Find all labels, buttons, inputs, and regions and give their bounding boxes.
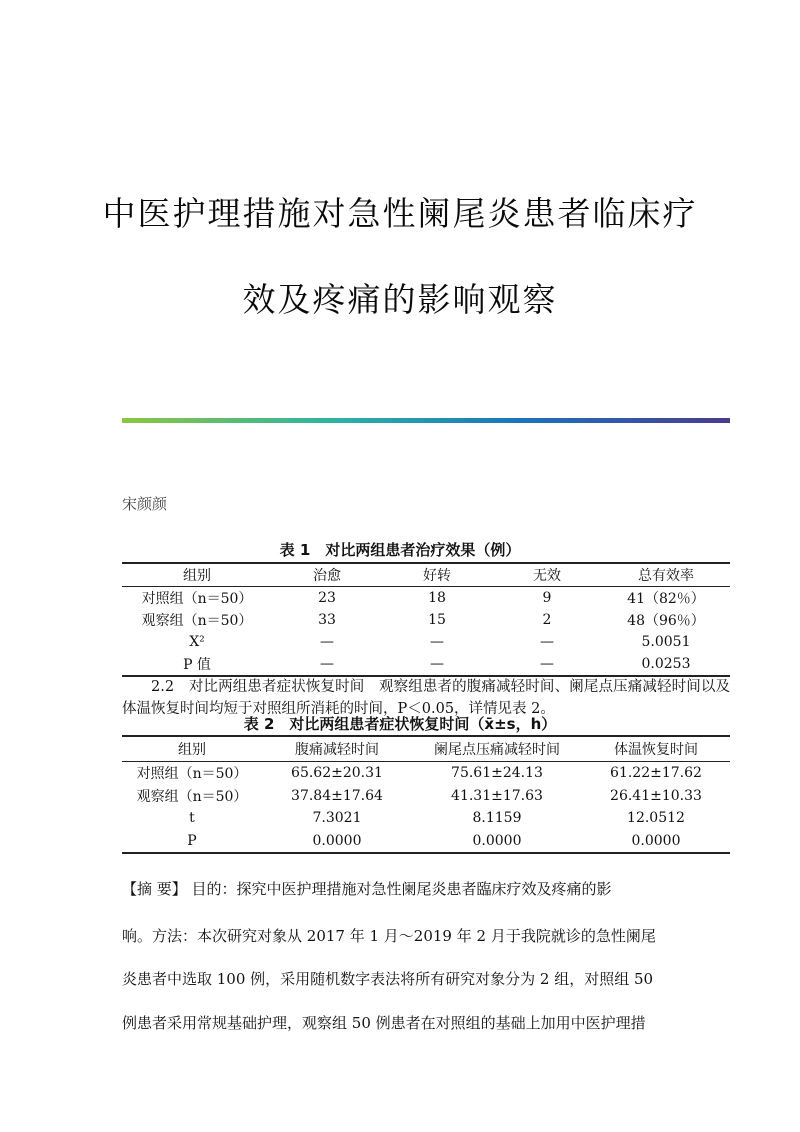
table-row [122, 830, 730, 854]
table1-header-cell: 好转 [423, 568, 451, 584]
table-cell: 75.61±24.13 [451, 765, 543, 782]
table-cell: — [540, 634, 554, 650]
table-cell: 12.0512 [627, 810, 685, 827]
table2-header-cell: 组别 [178, 742, 206, 758]
section-2-2-paragraph: 2.2 对比两组患者症状恢复时间 观察组患者的腹痛减轻时间、阑尾点压痛减轻时间以及体温恢复时间均短于对照组所消耗的时间，P＜0.05，详情见表 2。 [122, 679, 730, 717]
table-cell: 0.0000 [631, 832, 681, 849]
table-cell: — [320, 656, 334, 672]
table2-header-row [122, 736, 730, 762]
table-cell: 37.84±17.64 [291, 787, 383, 804]
table1-header-cell: 总有效率 [638, 568, 694, 584]
table-cell: 41（82％） [627, 591, 705, 607]
table-row [122, 631, 730, 653]
table2-header-cell: 体温恢复时间 [614, 742, 698, 758]
table-cell: 61.22±17.62 [610, 765, 702, 782]
table1-caption: 表 1 对比两组患者治疗效果（例） [279, 541, 521, 559]
table-cell: 48（96％） [627, 613, 705, 629]
table-row [122, 762, 730, 785]
table1-header-cell: 组别 [183, 568, 211, 584]
table-cell: — [540, 656, 554, 672]
table-cell: 33 [318, 612, 336, 628]
table2-caption: 表 2 对比两组患者症状恢复时间（x̄±s，h） [243, 715, 557, 733]
table-cell: 对照组（n＝50） [141, 591, 253, 607]
abstract-line: 例患者采用常规基础护理，观察组 50 例患者在对照组的基础上加用中医护理措 [122, 1014, 646, 1032]
document-title-line-2: 效及疼痛的影响观察 [242, 280, 558, 319]
table-cell: P 值 [183, 657, 211, 673]
abstract-line: 【摘 要】 目的：探究中医护理措施对急性阑尾炎患者臨床疗效及疼痛的影 [122, 880, 612, 898]
table2 [122, 735, 730, 854]
title-divider-bar [122, 418, 730, 423]
table-cell: X² [189, 634, 205, 650]
table2-header-cell: 阑尾点压痛减轻时间 [434, 742, 560, 758]
abstract-line: 炎患者中选取 100 例，采用随机数字表法将所有研究对象分为 2 组，对照组 50 [122, 970, 654, 988]
table-cell: 2 [542, 612, 552, 628]
table-row [122, 653, 730, 676]
table-row [122, 587, 730, 610]
table-row [122, 807, 730, 830]
table-cell: 0.0253 [641, 656, 691, 672]
table-cell: — [430, 656, 444, 672]
table-cell: — [320, 634, 334, 650]
table1-header-cell: 治愈 [313, 568, 341, 584]
table-cell: 0.0000 [312, 832, 362, 849]
abstract-line: 响。方法：本次研究对象从 2017 年 1 月～2019 年 2 月于我院就诊的急性阑尾 [122, 927, 656, 945]
table-cell: P [187, 832, 197, 849]
table-cell: 5.0051 [641, 634, 691, 650]
table-row [122, 785, 730, 808]
table-cell: 26.41±10.33 [610, 787, 702, 804]
table-cell: 对照组（n＝50） [136, 766, 248, 783]
table-row [122, 609, 730, 631]
table-cell: 7.3021 [312, 810, 362, 827]
table-cell: — [430, 634, 444, 650]
table-cell: 15 [428, 612, 446, 628]
author-name: 宋颜颜 [122, 495, 168, 513]
table-cell: 0.0000 [472, 832, 522, 849]
table-cell: 18 [428, 590, 446, 606]
table-cell: t [189, 810, 195, 827]
table1 [122, 562, 730, 677]
table-cell: 8.1159 [472, 810, 522, 827]
table2-header-cell: 腹痛减轻时间 [295, 742, 379, 758]
table-cell: 观察组（n＝50） [141, 613, 253, 629]
table1-header-row [122, 563, 730, 587]
table-cell: 41.31±17.63 [451, 787, 543, 804]
table-cell: 23 [318, 590, 336, 606]
table-cell: 9 [542, 590, 552, 606]
table-cell: 65.62±20.31 [291, 765, 383, 782]
table1-header-cell: 无效 [533, 568, 561, 584]
document-title-line-1: 中医护理措施对急性阑尾炎患者临床疗 [102, 194, 698, 233]
table-cell: 观察组（n＝50） [136, 788, 248, 805]
